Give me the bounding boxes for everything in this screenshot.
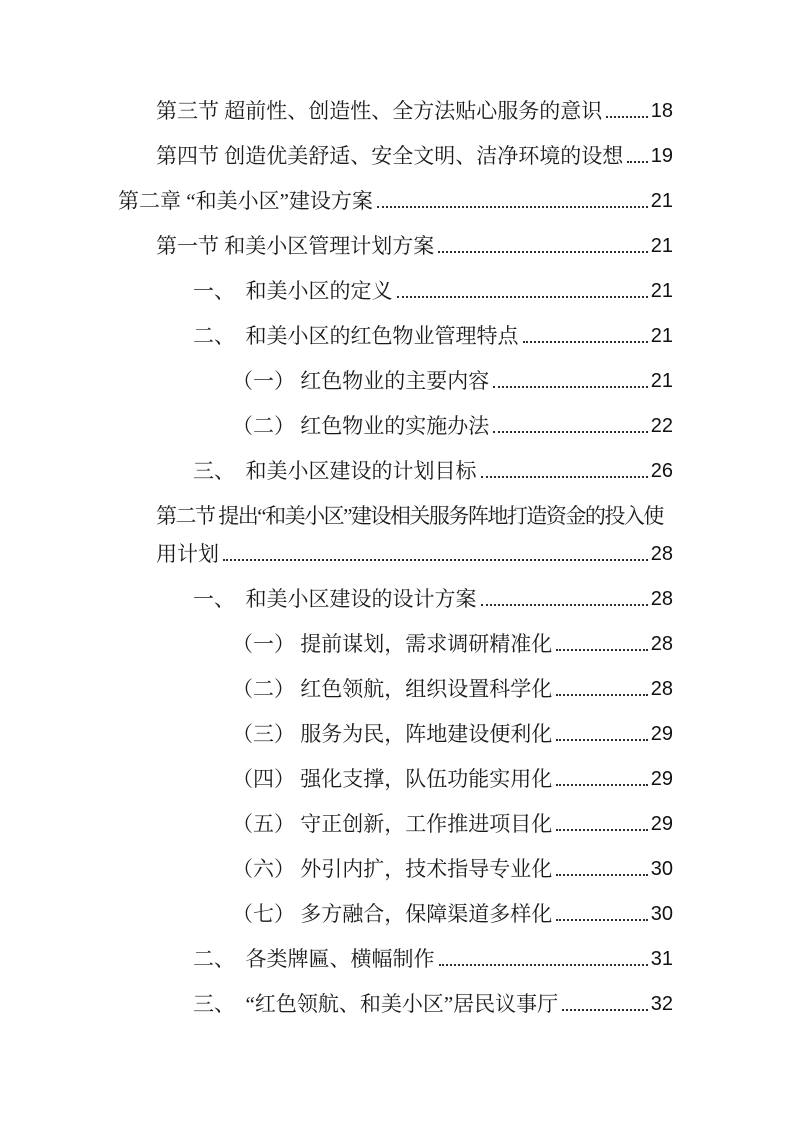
toc-entry-row (156, 227, 673, 265)
dot-leader (493, 362, 648, 388)
toc-entry-text: （一） 红色物业的主要内容 (232, 369, 490, 393)
dot-leader (556, 805, 648, 831)
toc-entry-text: （七） 多方融合，保障渠道多样化 (232, 902, 553, 926)
toc-entry-text: 三、 “红色领航、和美小区”居民议事厅 (193, 992, 559, 1016)
toc-entry[interactable] (118, 985, 673, 1023)
toc-entry-row (156, 535, 673, 573)
toc-entry[interactable] (118, 272, 673, 310)
toc-entry-text: （四） 强化支撑，队伍功能实用化 (232, 767, 553, 791)
toc-entry[interactable] (118, 805, 673, 843)
toc-entry-text-continued: 用计划 (156, 542, 219, 566)
toc-entry-row (193, 580, 673, 618)
toc-entry-text: 第二节 提出“和美小区”建设相关服务阵地打造资金的投入使 (156, 504, 663, 528)
dot-leader (556, 670, 648, 696)
toc-entry-row (193, 940, 673, 978)
toc-entry[interactable] (118, 670, 673, 708)
toc-page-number: 30 (650, 858, 673, 880)
dot-leader (439, 940, 648, 966)
toc-entry-text: （二） 红色领航，组织设置科学化 (232, 677, 553, 701)
toc-entry-text: 三、 和美小区建设的计划目标 (193, 459, 477, 483)
dot-leader (493, 407, 648, 433)
toc-entry-row (232, 850, 673, 888)
toc-entry-row (193, 452, 673, 490)
toc-entry[interactable] (118, 92, 673, 130)
toc-entry-row (193, 272, 673, 310)
dot-leader (438, 227, 648, 253)
toc-page-number: 18 (650, 100, 673, 122)
toc-entry[interactable] (118, 895, 673, 933)
toc-entry[interactable] (118, 625, 673, 663)
toc-entry-text: （三） 服务为民，阵地建设便利化 (232, 722, 553, 746)
toc-entry[interactable] (118, 227, 673, 265)
toc-page-number: 19 (650, 145, 673, 167)
dot-leader (397, 272, 648, 298)
toc-entry[interactable] (118, 580, 673, 618)
dot-leader (223, 535, 648, 561)
toc-entry[interactable] (118, 362, 673, 400)
toc-entry-text: 第一节 和美小区管理计划方案 (156, 234, 435, 258)
toc-entry[interactable] (118, 497, 673, 573)
toc-entry-row (156, 92, 673, 130)
toc-entry[interactable] (118, 850, 673, 888)
toc-page-number: 32 (650, 993, 673, 1015)
toc-page-number: 21 (650, 370, 673, 392)
dot-leader (556, 760, 648, 786)
toc-page-number: 29 (650, 723, 673, 745)
toc-entry-row (232, 760, 673, 798)
toc-entry-row (232, 670, 673, 708)
toc-page-number: 30 (650, 903, 673, 925)
toc-entry-row (232, 805, 673, 843)
toc-page-number: 26 (650, 460, 673, 482)
toc-page-number: 22 (650, 415, 673, 437)
toc-entry[interactable] (118, 940, 673, 978)
toc-entry-row (232, 407, 673, 445)
dot-leader (556, 625, 648, 651)
toc-entry-text: （五） 守正创新，工作推进项目化 (232, 812, 553, 836)
toc-entry-text: （一） 提前谋划，需求调研精准化 (232, 632, 553, 656)
toc-entry-row (193, 317, 673, 355)
toc-entry-row (193, 985, 673, 1023)
toc-entry-text: 第四节 创造优美舒适、安全文明、洁净环境的设想 (156, 144, 624, 168)
toc-page-number: 29 (650, 813, 673, 835)
toc-entry[interactable] (118, 715, 673, 753)
toc-page-number: 31 (650, 948, 673, 970)
toc-entry-row (118, 182, 673, 220)
toc-entry-text: 第三节 超前性、创造性、全方法贴心服务的意识 (156, 99, 603, 123)
toc-page-number: 29 (650, 768, 673, 790)
toc-entry[interactable] (118, 317, 673, 355)
toc-entry-text: 一、 和美小区的定义 (193, 279, 393, 303)
toc-page-number: 21 (650, 280, 673, 302)
toc-page-number: 21 (650, 235, 673, 257)
toc-entry-text: 第二章 “和美小区”建设方案 (118, 189, 373, 213)
dot-leader (606, 92, 648, 118)
toc-entry-text: 二、 和美小区的红色物业管理特点 (193, 324, 519, 348)
toc-entry-row (232, 715, 673, 753)
toc-entry-text: （二） 红色物业的实施办法 (232, 414, 490, 438)
toc-entry-row (232, 362, 673, 400)
toc-entry[interactable] (118, 452, 673, 490)
toc-entry-row (232, 625, 673, 663)
toc-page-number: 21 (650, 325, 673, 347)
toc-page-number: 28 (650, 678, 673, 700)
dot-leader (556, 895, 648, 921)
toc-page-number: 28 (650, 543, 673, 565)
toc-entry[interactable] (118, 760, 673, 798)
toc-entry[interactable] (118, 182, 673, 220)
dot-leader (377, 182, 648, 208)
toc-entry-text: （六） 外引内扩，技术指导专业化 (232, 857, 553, 881)
dot-leader (556, 850, 648, 876)
toc-entry-row (232, 895, 673, 933)
toc-entry-row (156, 137, 673, 175)
dot-leader (523, 317, 648, 343)
dot-leader (556, 715, 648, 741)
dot-leader (481, 452, 648, 478)
toc-entry-text: 二、 各类牌匾、横幅制作 (193, 947, 435, 971)
toc-entry-text: 一、 和美小区建设的设计方案 (193, 587, 477, 611)
toc-entry[interactable] (118, 137, 673, 175)
toc-page-number: 21 (650, 190, 673, 212)
dot-leader (562, 985, 648, 1011)
toc-page-number: 28 (650, 588, 673, 610)
dot-leader (481, 580, 648, 606)
toc-entry[interactable] (118, 407, 673, 445)
toc-page-number: 28 (650, 633, 673, 655)
dot-leader (627, 137, 648, 163)
